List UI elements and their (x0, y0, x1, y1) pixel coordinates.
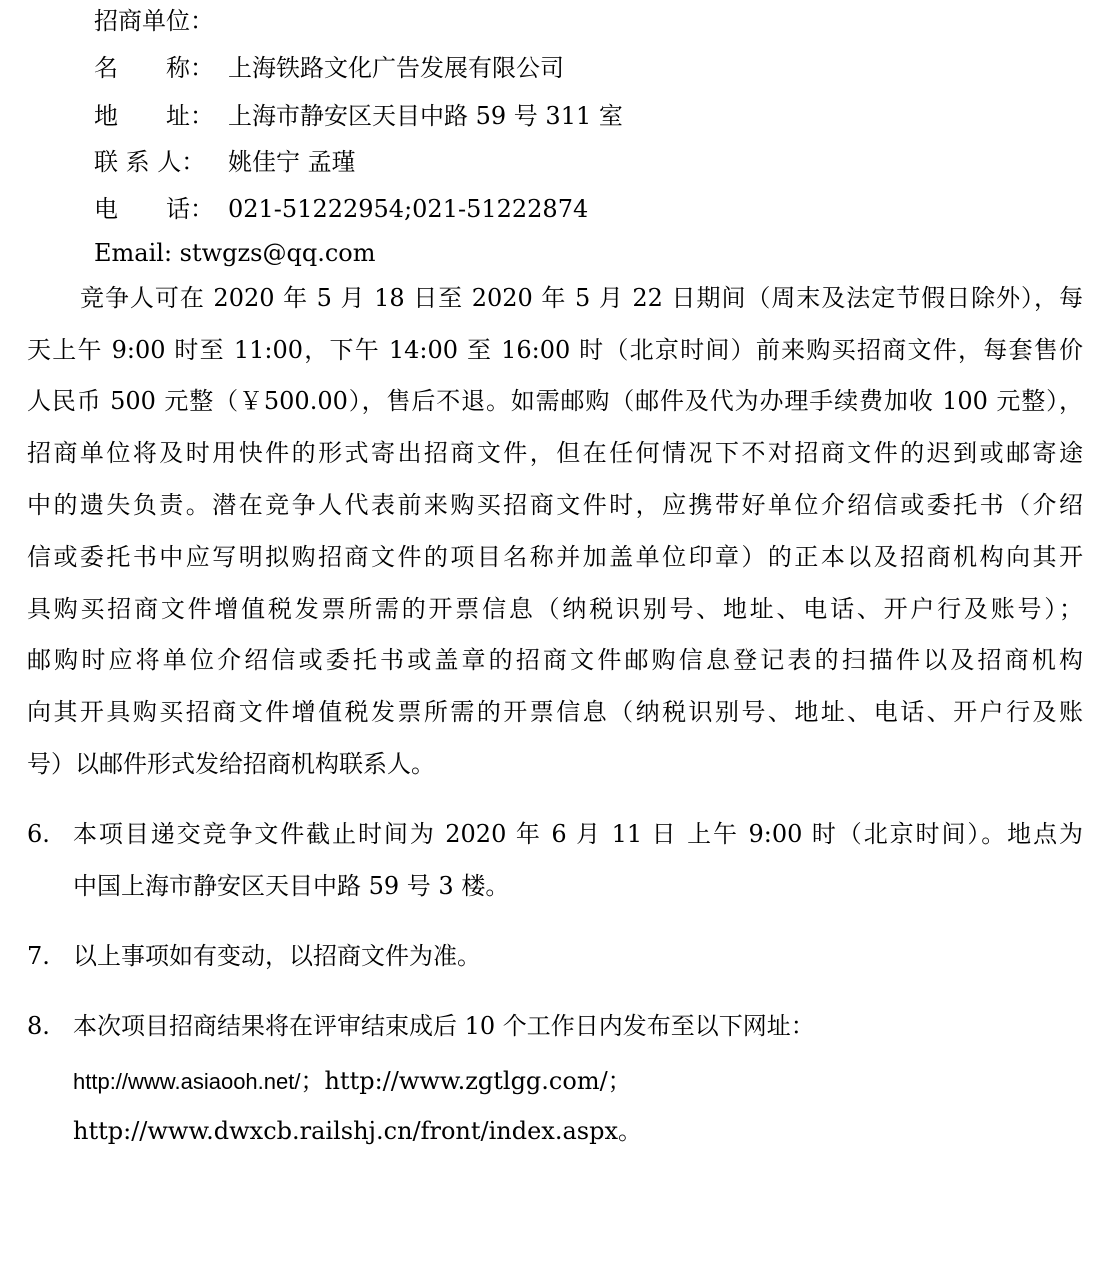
list-item-number: 6. (27, 820, 50, 848)
url-row (73, 1066, 632, 1097)
contact-label-address: 地 址： (94, 102, 214, 130)
paragraph-line: 招商单位将及时用快件的形式寄出招商文件，但在任何情况下不对招商文件的迟到或邮寄途 (27, 439, 1083, 467)
contact-value-name: 上海铁路文化广告发展有限公司 (228, 54, 564, 82)
contact-email: Email: stwgzs@qq.com (94, 239, 376, 267)
paragraph-line: 竞争人可在 2020 年 5 月 18 日至 2020 年 5 月 22 日期间（周末及法定节假日除外），每 (80, 284, 1083, 312)
url-dwxcb-link[interactable]: http://www.dwxcb.railshj.cn/front/index.aspx。 (73, 1117, 642, 1145)
list-item-text: 本项目递交竞争文件截止时间为 2020 年 6 月 11 日 上午 9:00 时（北京时间）。地点为 (73, 820, 1083, 848)
paragraph-line: 中的遗失负责。潜在竞争人代表前来购买招商文件时，应携带好单位介绍信或委托书（介绍 (27, 491, 1083, 519)
contact-label-person: 联 系 人： (94, 148, 206, 176)
paragraph-line: 邮购时应将单位介绍信或委托书或盖章的招商文件邮购信息登记表的扫描件以及招商机构 (27, 646, 1083, 674)
list-item-number: 8. (27, 1012, 50, 1040)
contact-heading-text: 招商单位： (94, 7, 214, 35)
paragraph-line: 号）以邮件形式发给招商机构联系人。 (27, 750, 435, 778)
contact-value-phone: 021-51222954;021-51222874 (228, 195, 589, 223)
contact-value-address: 上海市静安区天目中路 59 号 311 室 (228, 102, 623, 130)
contact-label-name: 名 称： (94, 54, 214, 82)
paragraph-line: 向其开具购买招商文件增值税发票所需的开票信息（纳税识别号、地址、电话、开户行及账 (27, 698, 1083, 726)
paragraph-line: 信或委托书中应写明拟购招商文件的项目名称并加盖单位印章）的正本以及招商机构向其开 (27, 543, 1083, 571)
contact-value-person: 姚佳宁 孟瑾 (228, 148, 356, 176)
list-item-number: 7. (27, 942, 50, 970)
list-item-text: 以上事项如有变动，以招商文件为准。 (73, 942, 481, 970)
paragraph-line: 具购买招商文件增值税发票所需的开票信息（纳税识别号、地址、电话、开户行及账号）； (27, 595, 1083, 623)
paragraph-line: 天上午 9:00 时至 11:00，下午 14:00 至 16:00 时（北京时间）前来购买招商文件，每套售价 (27, 336, 1083, 364)
paragraph-line: 人民币 500 元整（￥500.00），售后不退。如需邮购（邮件及代为办理手续费加收 100 元整）， (27, 387, 1083, 415)
list-item-text: 中国上海市静安区天目中路 59 号 3 楼。 (73, 872, 510, 900)
contact-label-phone: 电 话： (94, 195, 214, 223)
list-item-text: 本次项目招商结果将在评审结束成后 10 个工作日内发布至以下网址： (73, 1012, 815, 1040)
url-asiaooh-link[interactable]: http://www.asiaooh.net/ (73, 1069, 301, 1094)
url-zgtlgg-link[interactable]: ；http://www.zgtlgg.com/； (300, 1067, 632, 1095)
